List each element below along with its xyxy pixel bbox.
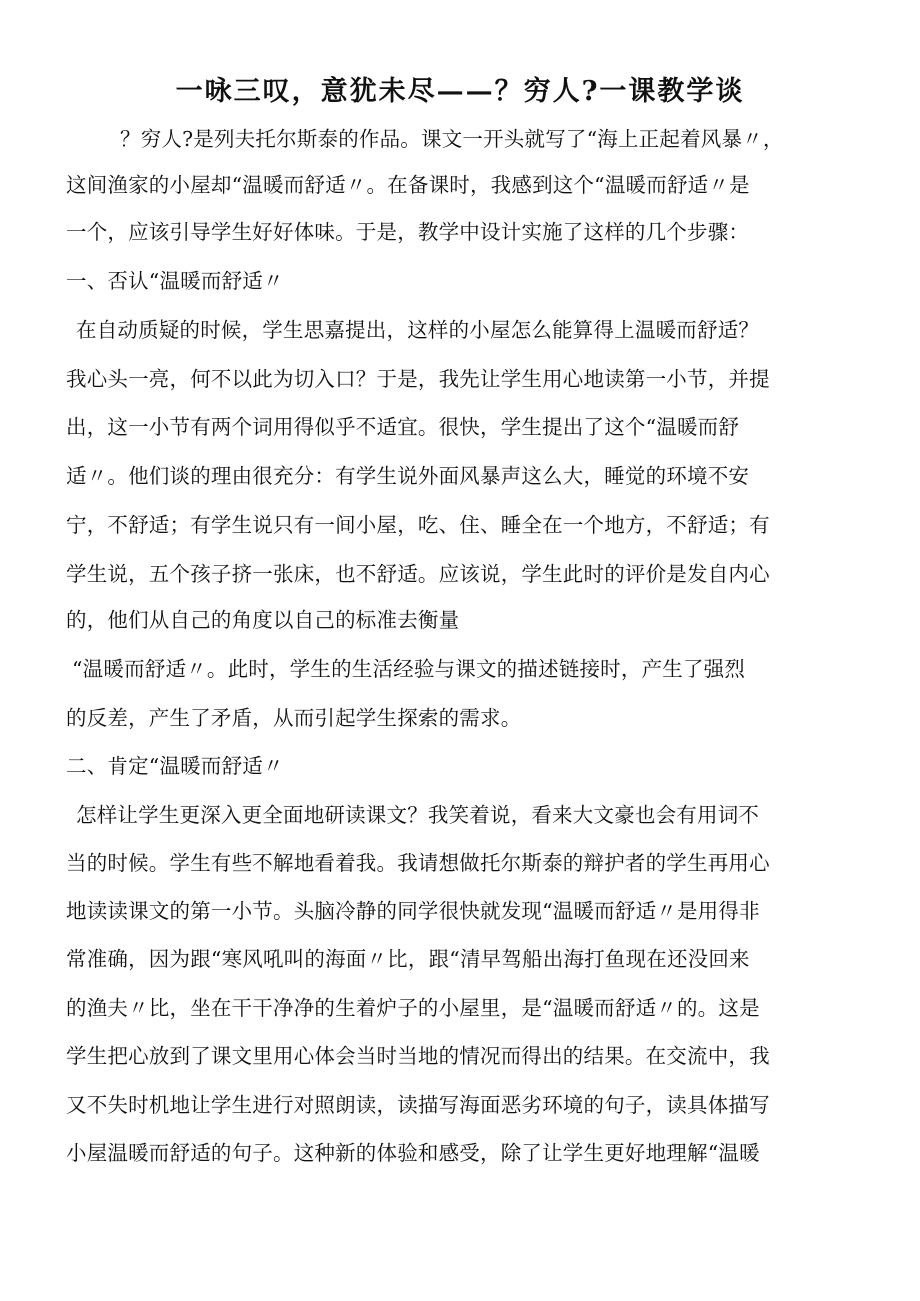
text-line: 地读读课文的第一小节。头脑冷静的同学很快就发现“温暖而舒适〃是用得非 (66, 899, 760, 923)
text-line: 一个，应该引导学生好好体味。于是，教学中设计实施了这样的几个步骤： (66, 220, 750, 244)
text-line: 当的时候。学生有些不解地看着我。我请想做托尔斯泰的辩护者的学生再用心 (66, 851, 770, 875)
text-line: 适〃。他们谈的理由很充分：有学生说外面风暴声这么大，睡觉的环境不安 (66, 464, 750, 488)
text-line: 在自动质疑的时候，学生思嘉提出，这样的小屋怎么能算得上温暖而舒适？ (76, 318, 760, 342)
text-line: 怎样让学生更深入更全面地研读课文？我笑着说，看来大文豪也会有用词不 (76, 803, 760, 827)
text-line: 学生说，五个孩子挤一张床，也不舒适。应该说，学生此时的评价是发自内心 (66, 562, 770, 586)
text-line: “温暖而舒适〃。此时，学生的生活经验与课文的描述链接时，产生了强烈 (72, 657, 746, 681)
text-line: 又不失时机地让学生进行对照朗读，读描写海面恶劣环境的句子，读具体描写 (66, 1093, 770, 1117)
text-line: 的反差，产生了矛盾，从而引起学生探索的需求。 (66, 706, 522, 730)
text-line: 我心头一亮，何不以此为切入口？于是，我先让学生用心地读第一小节，并提 (66, 367, 770, 391)
text-line: 的渔夫〃比，坐在干干净净的生着炉子的小屋里，是“温暖而舒适〃的。这是 (66, 996, 760, 1020)
text-line: 学生把心放到了课文里用心体会当时当地的情况而得出的结果。在交流中，我 (66, 1044, 770, 1068)
text-line: ？穷人?是列夫托尔斯泰的作品。课文一开头就写了“海上正起着风暴〃， (120, 127, 784, 151)
text-line: 宁，不舒适；有学生说只有一间小屋，吃、住、睡全在一个地方，不舒适；有 (66, 513, 770, 537)
document-title: 一咏三叹，意犹未尽——？穷人?一课教学谈 (175, 76, 745, 107)
text-line: 出，这一小节有两个词用得似乎不适宜。很快，学生提出了这个“温暖而舒 (66, 415, 740, 439)
section-heading: 一、否认“温暖而舒适〃 (66, 269, 284, 293)
text-line: 的，他们从自己的角度以自己的标准去衡量 (66, 608, 460, 632)
section-heading: 二、肯定“温暖而舒适〃 (66, 754, 284, 778)
text-line: 常准确，因为跟“寒风吼叫的海面〃比，跟“清早驾船出海打鱼现在还没回来 (66, 947, 750, 971)
text-line: 小屋温暖而舒适的句子。这种新的体验和感受，除了让学生更好地理解“温暖 (66, 1141, 760, 1165)
text-line: 这间渔家的小屋却“温暖而舒适〃。在备课时，我感到这个“温暖而舒适〃是 (66, 173, 750, 197)
